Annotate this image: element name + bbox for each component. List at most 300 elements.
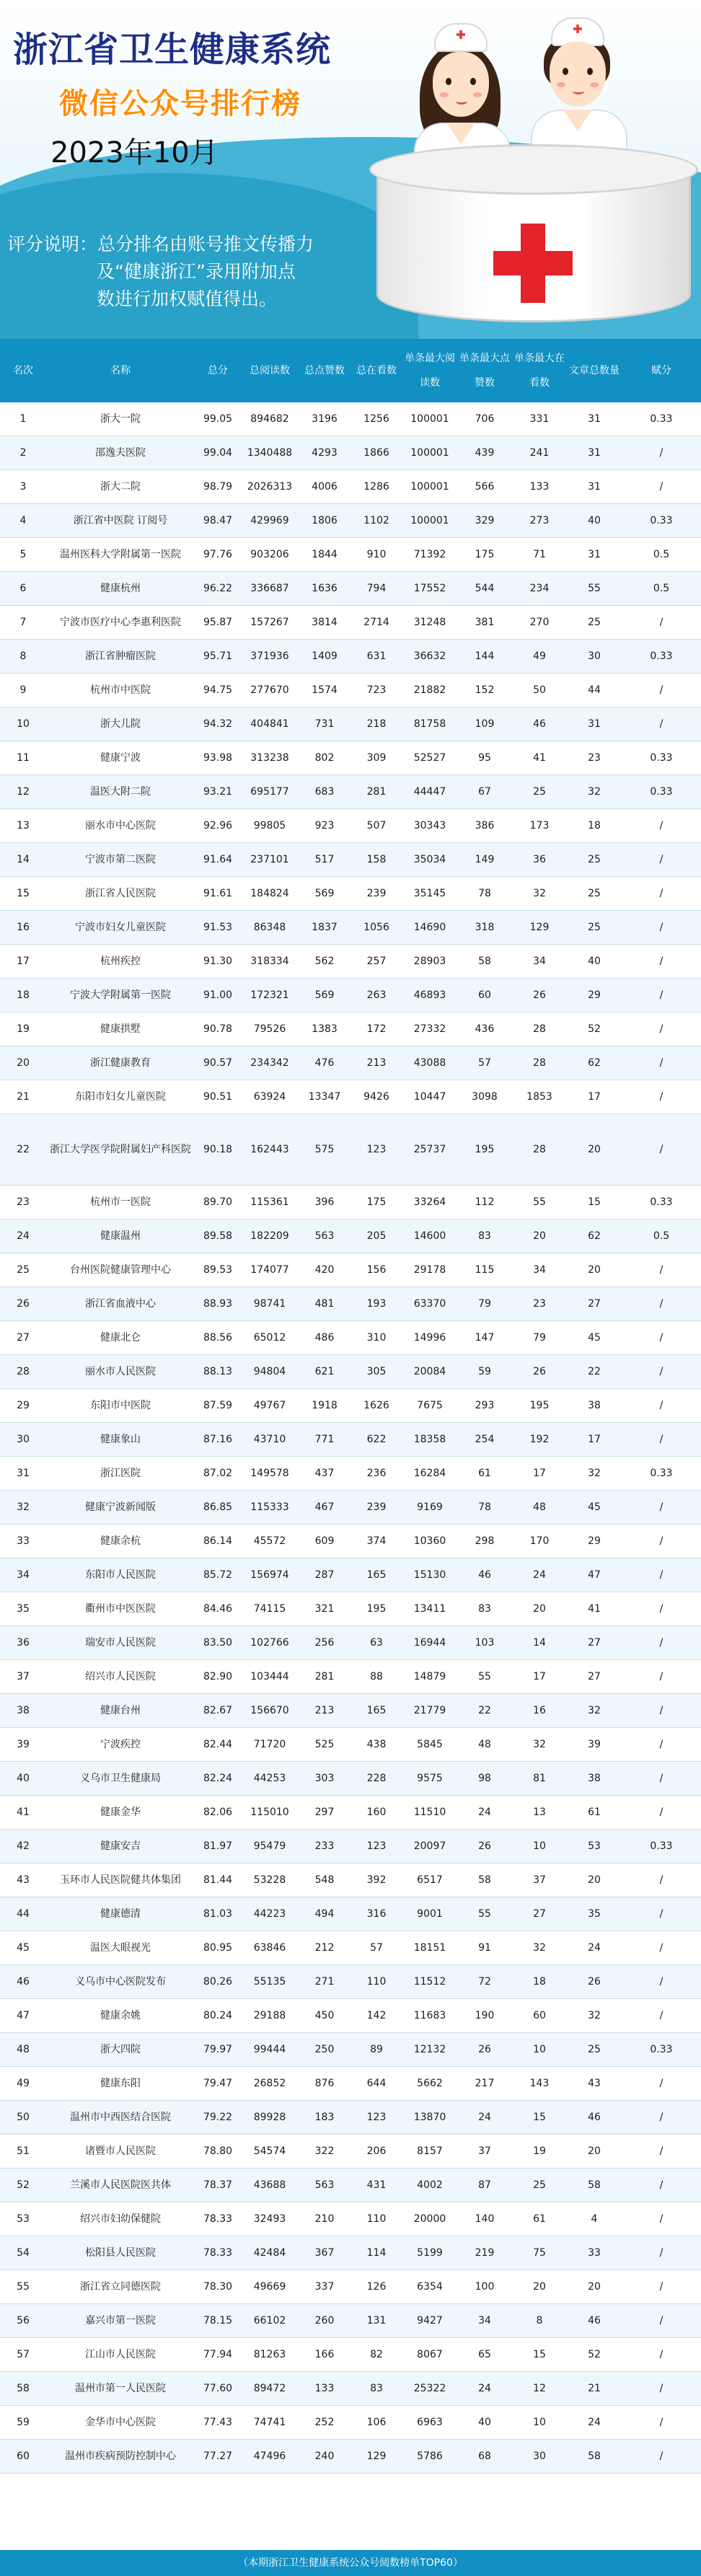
- total-reads-cell: 318334: [241, 945, 299, 979]
- total-likes-cell: 287: [299, 1558, 350, 1592]
- total-score-cell: 89.53: [195, 1253, 241, 1287]
- total-likes-cell: 297: [299, 1796, 350, 1830]
- rank-cell: 31: [0, 1457, 46, 1491]
- bonus-score-cell: 0.33: [622, 1457, 701, 1491]
- total-wow-cell: 123: [350, 1114, 402, 1186]
- bonus-score-cell: /: [622, 1796, 701, 1830]
- max-reads-cell: 8067: [402, 2338, 457, 2372]
- max-reads-cell: 8157: [402, 2135, 457, 2169]
- table-row: [0, 1186, 701, 1219]
- total-likes-cell: 563: [299, 2169, 350, 2202]
- max-reads-cell: 28903: [402, 945, 457, 979]
- table-row: [0, 775, 701, 809]
- total-score-cell: 86.14: [195, 1525, 241, 1558]
- max-likes-cell: 140: [457, 2202, 512, 2236]
- max-reads-cell: 25322: [402, 2372, 457, 2406]
- account-name-cell: 健康温州: [46, 1219, 195, 1253]
- total-reads-cell: 55135: [241, 1965, 299, 1999]
- total-wow-cell: 63: [350, 1626, 402, 1660]
- max-wow-cell: 30: [512, 2440, 567, 2474]
- total-likes-cell: 210: [299, 2202, 350, 2236]
- article-count-cell: 43: [567, 2067, 622, 2101]
- bonus-score-cell: /: [622, 2135, 701, 2169]
- max-likes-cell: 83: [457, 1592, 512, 1626]
- max-likes-cell: 34: [457, 2304, 512, 2338]
- account-name-cell: 嘉兴市第一医院: [46, 2304, 195, 2338]
- table-row: [0, 2101, 701, 2135]
- total-likes-cell: 321: [299, 1592, 350, 1626]
- table-row: [0, 470, 701, 504]
- max-wow-cell: 241: [512, 436, 567, 470]
- total-reads-cell: 404841: [241, 707, 299, 741]
- total-likes-cell: 1409: [299, 640, 350, 674]
- bonus-score-cell: /: [622, 2338, 701, 2372]
- total-likes-cell: 609: [299, 1525, 350, 1558]
- table-row: [0, 1457, 701, 1491]
- max-reads-cell: 9169: [402, 1491, 457, 1525]
- article-count-cell: 15: [567, 1186, 622, 1219]
- rank-cell: 47: [0, 1999, 46, 2033]
- total-wow-cell: 1102: [350, 504, 402, 538]
- rank-cell: 11: [0, 741, 46, 775]
- max-likes-cell: 219: [457, 2236, 512, 2270]
- total-likes-cell: 562: [299, 945, 350, 979]
- total-reads-cell: 429969: [241, 504, 299, 538]
- max-likes-cell: 439: [457, 436, 512, 470]
- rank-cell: 3: [0, 470, 46, 504]
- table-body: [0, 402, 701, 2474]
- total-score-cell: 78.37: [195, 2169, 241, 2202]
- article-count-cell: 32: [567, 1694, 622, 1728]
- total-likes-cell: 133: [299, 2372, 350, 2406]
- total-likes-cell: 1844: [299, 538, 350, 572]
- total-score-cell: 87.59: [195, 1389, 241, 1423]
- total-likes-cell: 3196: [299, 402, 350, 436]
- total-reads-cell: 47496: [241, 2440, 299, 2474]
- table-row: [0, 945, 701, 979]
- article-count-cell: 18: [567, 809, 622, 843]
- total-wow-cell: 9426: [350, 1080, 402, 1114]
- account-name-cell: 浙江省立同德医院: [46, 2270, 195, 2304]
- total-wow-cell: 158: [350, 843, 402, 877]
- rank-cell: 14: [0, 843, 46, 877]
- max-wow-cell: 61: [512, 2202, 567, 2236]
- total-wow-cell: 309: [350, 741, 402, 775]
- table-row: [0, 1558, 701, 1592]
- table-row: [0, 1525, 701, 1558]
- total-reads-cell: 44223: [241, 1897, 299, 1931]
- article-count-cell: 20: [567, 1253, 622, 1287]
- total-score-cell: 78.33: [195, 2236, 241, 2270]
- total-score-cell: 88.93: [195, 1287, 241, 1321]
- bonus-score-cell: /: [622, 1080, 701, 1114]
- total-likes-cell: 731: [299, 707, 350, 741]
- account-name-cell: 宁波市第二医院: [46, 843, 195, 877]
- account-name-cell: 邵逸夫医院: [46, 436, 195, 470]
- account-name-cell: 杭州市一医院: [46, 1186, 195, 1219]
- max-reads-cell: 30343: [402, 809, 457, 843]
- max-likes-cell: 72: [457, 1965, 512, 1999]
- bonus-score-cell: /: [622, 2169, 701, 2202]
- total-score-cell: 77.27: [195, 2440, 241, 2474]
- total-score-cell: 81.97: [195, 1830, 241, 1863]
- table-row: [0, 1762, 701, 1796]
- total-score-cell: 93.98: [195, 741, 241, 775]
- bonus-score-cell: 0.5: [622, 1219, 701, 1253]
- max-likes-cell: 58: [457, 945, 512, 979]
- rank-cell: 17: [0, 945, 46, 979]
- table-row: [0, 674, 701, 707]
- bonus-score-cell: /: [622, 1762, 701, 1796]
- max-wow-cell: 173: [512, 809, 567, 843]
- bonus-score-cell: /: [622, 877, 701, 911]
- article-count-cell: 17: [567, 1423, 622, 1457]
- table-row: [0, 1219, 701, 1253]
- max-wow-cell: 75: [512, 2236, 567, 2270]
- max-reads-cell: 11512: [402, 1965, 457, 1999]
- max-reads-cell: 9427: [402, 2304, 457, 2338]
- total-likes-cell: 548: [299, 1863, 350, 1897]
- max-wow-cell: 60: [512, 1999, 567, 2033]
- max-likes-cell: 87: [457, 2169, 512, 2202]
- total-wow-cell: 1626: [350, 1389, 402, 1423]
- max-likes-cell: 100: [457, 2270, 512, 2304]
- article-count-cell: 44: [567, 674, 622, 707]
- max-wow-cell: 10: [512, 2406, 567, 2440]
- total-wow-cell: 82: [350, 2338, 402, 2372]
- total-likes-cell: 367: [299, 2236, 350, 2270]
- total-wow-cell: 1056: [350, 911, 402, 945]
- max-likes-cell: 109: [457, 707, 512, 741]
- max-wow-cell: 48: [512, 1491, 567, 1525]
- article-count-cell: 52: [567, 2338, 622, 2372]
- account-name-cell: 浙江大学医学院附属妇产科医院: [46, 1114, 195, 1186]
- table-row: [0, 2169, 701, 2202]
- total-score-cell: 77.60: [195, 2372, 241, 2406]
- total-likes-cell: 4006: [299, 470, 350, 504]
- header-banner: [0, 0, 701, 339]
- max-wow-cell: 32: [512, 1931, 567, 1965]
- medical-cross-icon: [493, 224, 573, 303]
- rating-explanation: [7, 231, 346, 313]
- total-score-cell: 90.51: [195, 1080, 241, 1114]
- rank-cell: 53: [0, 2202, 46, 2236]
- bonus-score-cell: /: [622, 2406, 701, 2440]
- account-name-cell: 宁波疾控: [46, 1728, 195, 1762]
- account-name-cell: 温州市第一人民医院: [46, 2372, 195, 2406]
- total-score-cell: 91.53: [195, 911, 241, 945]
- total-likes-cell: 437: [299, 1457, 350, 1491]
- total-score-cell: 82.06: [195, 1796, 241, 1830]
- table-row: [0, 979, 701, 1013]
- table-row: [0, 843, 701, 877]
- max-likes-cell: 95: [457, 741, 512, 775]
- total-reads-cell: 2026313: [241, 470, 299, 504]
- article-count-cell: 47: [567, 1558, 622, 1592]
- total-wow-cell: 206: [350, 2135, 402, 2169]
- total-wow-cell: 305: [350, 1355, 402, 1389]
- total-score-cell: 77.94: [195, 2338, 241, 2372]
- table-row: [0, 1660, 701, 1694]
- total-reads-cell: 371936: [241, 640, 299, 674]
- total-likes-cell: 3814: [299, 606, 350, 640]
- rank-cell: 13: [0, 809, 46, 843]
- bonus-score-cell: 0.33: [622, 640, 701, 674]
- total-reads-cell: 81263: [241, 2338, 299, 2372]
- account-name-cell: 温医大眼视光: [46, 1931, 195, 1965]
- bonus-score-cell: /: [622, 1558, 701, 1592]
- rating-explanation-line: 评分说明：总分排名由账号推文传播力: [7, 234, 314, 255]
- max-likes-cell: 91: [457, 1931, 512, 1965]
- max-reads-cell: 5662: [402, 2067, 457, 2101]
- total-score-cell: 96.22: [195, 572, 241, 606]
- total-reads-cell: 89472: [241, 2372, 299, 2406]
- total-score-cell: 86.85: [195, 1491, 241, 1525]
- total-likes-cell: 420: [299, 1253, 350, 1287]
- max-wow-cell: 1853: [512, 1080, 567, 1114]
- max-wow-cell: 270: [512, 606, 567, 640]
- bonus-score-cell: /: [622, 1626, 701, 1660]
- table-row: [0, 2338, 701, 2372]
- total-reads-cell: 94804: [241, 1355, 299, 1389]
- column-header: 名次: [0, 339, 46, 402]
- bonus-score-cell: /: [622, 1999, 701, 2033]
- table-row: [0, 606, 701, 640]
- article-count-cell: 4: [567, 2202, 622, 2236]
- max-wow-cell: 18: [512, 1965, 567, 1999]
- total-wow-cell: 114: [350, 2236, 402, 2270]
- max-likes-cell: 40: [457, 2406, 512, 2440]
- max-reads-cell: 5199: [402, 2236, 457, 2270]
- total-reads-cell: 156670: [241, 1694, 299, 1728]
- bonus-score-cell: /: [622, 1525, 701, 1558]
- total-likes-cell: 1636: [299, 572, 350, 606]
- account-name-cell: 浙江省人民医院: [46, 877, 195, 911]
- bonus-score-cell: /: [622, 1965, 701, 1999]
- max-likes-cell: 293: [457, 1389, 512, 1423]
- account-name-cell: 温州医科大学附属第一医院: [46, 538, 195, 572]
- rank-cell: 1: [0, 402, 46, 436]
- total-score-cell: 78.33: [195, 2202, 241, 2236]
- bonus-score-cell: 0.33: [622, 741, 701, 775]
- rank-cell: 12: [0, 775, 46, 809]
- account-name-cell: 丽水市中心医院: [46, 809, 195, 843]
- account-name-cell: 宁波市医疗中心李惠利医院: [46, 606, 195, 640]
- account-name-cell: 江山市人民医院: [46, 2338, 195, 2372]
- table-row: [0, 809, 701, 843]
- max-likes-cell: 55: [457, 1660, 512, 1694]
- total-score-cell: 81.44: [195, 1863, 241, 1897]
- column-header: 总阅读数: [241, 339, 299, 402]
- max-wow-cell: 55: [512, 1186, 567, 1219]
- account-name-cell: 浙江省中医院 订阅号: [46, 504, 195, 538]
- table-row: [0, 2033, 701, 2067]
- total-reads-cell: 29188: [241, 1999, 299, 2033]
- total-wow-cell: 175: [350, 1186, 402, 1219]
- max-reads-cell: 36632: [402, 640, 457, 674]
- total-likes-cell: 212: [299, 1931, 350, 1965]
- account-name-cell: 台州医院健康管理中心: [46, 1253, 195, 1287]
- rank-cell: 51: [0, 2135, 46, 2169]
- column-header: 单条最大点赞数: [457, 339, 512, 402]
- article-count-cell: 46: [567, 2304, 622, 2338]
- total-likes-cell: 240: [299, 2440, 350, 2474]
- total-likes-cell: 467: [299, 1491, 350, 1525]
- max-wow-cell: 50: [512, 674, 567, 707]
- rank-cell: 34: [0, 1558, 46, 1592]
- table-row: [0, 2372, 701, 2406]
- account-name-cell: 东阳市人民医院: [46, 1558, 195, 1592]
- account-name-cell: 浙大二院: [46, 470, 195, 504]
- max-likes-cell: 386: [457, 809, 512, 843]
- account-name-cell: 浙大儿院: [46, 707, 195, 741]
- total-likes-cell: 569: [299, 877, 350, 911]
- bonus-score-cell: /: [622, 1897, 701, 1931]
- account-name-cell: 温州市中西医结合医院: [46, 2101, 195, 2135]
- total-score-cell: 87.16: [195, 1423, 241, 1457]
- max-likes-cell: 149: [457, 843, 512, 877]
- total-reads-cell: 149578: [241, 1457, 299, 1491]
- article-count-cell: 27: [567, 1287, 622, 1321]
- total-likes-cell: 1383: [299, 1013, 350, 1046]
- max-likes-cell: 436: [457, 1013, 512, 1046]
- total-reads-cell: 65012: [241, 1321, 299, 1355]
- account-name-cell: 健康台州: [46, 1694, 195, 1728]
- total-likes-cell: 4293: [299, 436, 350, 470]
- article-count-cell: 31: [567, 470, 622, 504]
- max-wow-cell: 19: [512, 2135, 567, 2169]
- table-row: [0, 572, 701, 606]
- table-row: [0, 2406, 701, 2440]
- max-wow-cell: 20: [512, 2270, 567, 2304]
- total-score-cell: 80.24: [195, 1999, 241, 2033]
- max-wow-cell: 234: [512, 572, 567, 606]
- max-wow-cell: 26: [512, 1355, 567, 1389]
- rank-cell: 28: [0, 1355, 46, 1389]
- total-score-cell: 90.18: [195, 1114, 241, 1186]
- max-likes-cell: 566: [457, 470, 512, 504]
- article-count-cell: 17: [567, 1080, 622, 1114]
- total-reads-cell: 74741: [241, 2406, 299, 2440]
- article-count-cell: 25: [567, 2033, 622, 2067]
- total-reads-cell: 115010: [241, 1796, 299, 1830]
- account-name-cell: 宁波大学附属第一医院: [46, 979, 195, 1013]
- max-reads-cell: 21882: [402, 674, 457, 707]
- max-reads-cell: 11510: [402, 1796, 457, 1830]
- total-likes-cell: 517: [299, 843, 350, 877]
- max-reads-cell: 14996: [402, 1321, 457, 1355]
- article-count-cell: 62: [567, 1219, 622, 1253]
- total-likes-cell: 183: [299, 2101, 350, 2135]
- article-count-cell: 32: [567, 1999, 622, 2033]
- max-likes-cell: 544: [457, 572, 512, 606]
- bonus-score-cell: /: [622, 843, 701, 877]
- max-reads-cell: 100001: [402, 436, 457, 470]
- total-wow-cell: 438: [350, 1728, 402, 1762]
- article-count-cell: 46: [567, 2101, 622, 2135]
- total-wow-cell: 281: [350, 775, 402, 809]
- total-wow-cell: 392: [350, 1863, 402, 1897]
- max-reads-cell: 52527: [402, 741, 457, 775]
- bonus-score-cell: 0.5: [622, 572, 701, 606]
- total-reads-cell: 74115: [241, 1592, 299, 1626]
- max-likes-cell: 67: [457, 775, 512, 809]
- max-reads-cell: 10447: [402, 1080, 457, 1114]
- total-score-cell: 88.13: [195, 1355, 241, 1389]
- total-reads-cell: 79526: [241, 1013, 299, 1046]
- max-wow-cell: 170: [512, 1525, 567, 1558]
- article-count-cell: 53: [567, 1830, 622, 1863]
- table-row: [0, 1491, 701, 1525]
- table-row: [0, 1897, 701, 1931]
- rank-cell: 58: [0, 2372, 46, 2406]
- total-wow-cell: 126: [350, 2270, 402, 2304]
- max-likes-cell: 318: [457, 911, 512, 945]
- account-name-cell: 健康宁波新闻版: [46, 1491, 195, 1525]
- total-wow-cell: 631: [350, 640, 402, 674]
- max-reads-cell: 29178: [402, 1253, 457, 1287]
- max-reads-cell: 100001: [402, 504, 457, 538]
- total-reads-cell: 115361: [241, 1186, 299, 1219]
- max-wow-cell: 28: [512, 1013, 567, 1046]
- account-name-cell: 瑞安市人民医院: [46, 1626, 195, 1660]
- rank-cell: 27: [0, 1321, 46, 1355]
- max-likes-cell: 217: [457, 2067, 512, 2101]
- bonus-score-cell: /: [622, 2067, 701, 2101]
- total-likes-cell: 13347: [299, 1080, 350, 1114]
- table-header-row: [0, 339, 701, 402]
- article-count-cell: 29: [567, 1525, 622, 1558]
- page-title: 浙江省卫生健康系统: [13, 30, 332, 70]
- total-score-cell: 83.50: [195, 1626, 241, 1660]
- total-wow-cell: 507: [350, 809, 402, 843]
- max-reads-cell: 14879: [402, 1660, 457, 1694]
- total-likes-cell: 923: [299, 809, 350, 843]
- article-count-cell: 61: [567, 1796, 622, 1830]
- table-row: [0, 1287, 701, 1321]
- max-wow-cell: 15: [512, 2338, 567, 2372]
- bonus-score-cell: /: [622, 1114, 701, 1186]
- total-reads-cell: 86348: [241, 911, 299, 945]
- max-likes-cell: 98: [457, 1762, 512, 1796]
- total-reads-cell: 43710: [241, 1423, 299, 1457]
- rank-cell: 32: [0, 1491, 46, 1525]
- total-reads-cell: 63846: [241, 1931, 299, 1965]
- total-reads-cell: 162443: [241, 1114, 299, 1186]
- table-row: [0, 1626, 701, 1660]
- rank-cell: 26: [0, 1287, 46, 1321]
- total-likes-cell: 252: [299, 2406, 350, 2440]
- rank-cell: 5: [0, 538, 46, 572]
- total-reads-cell: 894682: [241, 402, 299, 436]
- max-likes-cell: 175: [457, 538, 512, 572]
- table-row: [0, 2135, 701, 2169]
- article-count-cell: 20: [567, 2270, 622, 2304]
- max-likes-cell: 61: [457, 1457, 512, 1491]
- max-wow-cell: 195: [512, 1389, 567, 1423]
- total-score-cell: 82.44: [195, 1728, 241, 1762]
- rank-cell: 30: [0, 1423, 46, 1457]
- max-likes-cell: 298: [457, 1525, 512, 1558]
- total-likes-cell: 303: [299, 1762, 350, 1796]
- max-wow-cell: 28: [512, 1046, 567, 1080]
- account-name-cell: 浙江医院: [46, 1457, 195, 1491]
- rank-cell: 7: [0, 606, 46, 640]
- rating-explanation-line: 及“健康浙江”录用附加点: [97, 261, 296, 282]
- max-likes-cell: 24: [457, 2101, 512, 2135]
- max-wow-cell: 17: [512, 1457, 567, 1491]
- bonus-score-cell: 0.33: [622, 1830, 701, 1863]
